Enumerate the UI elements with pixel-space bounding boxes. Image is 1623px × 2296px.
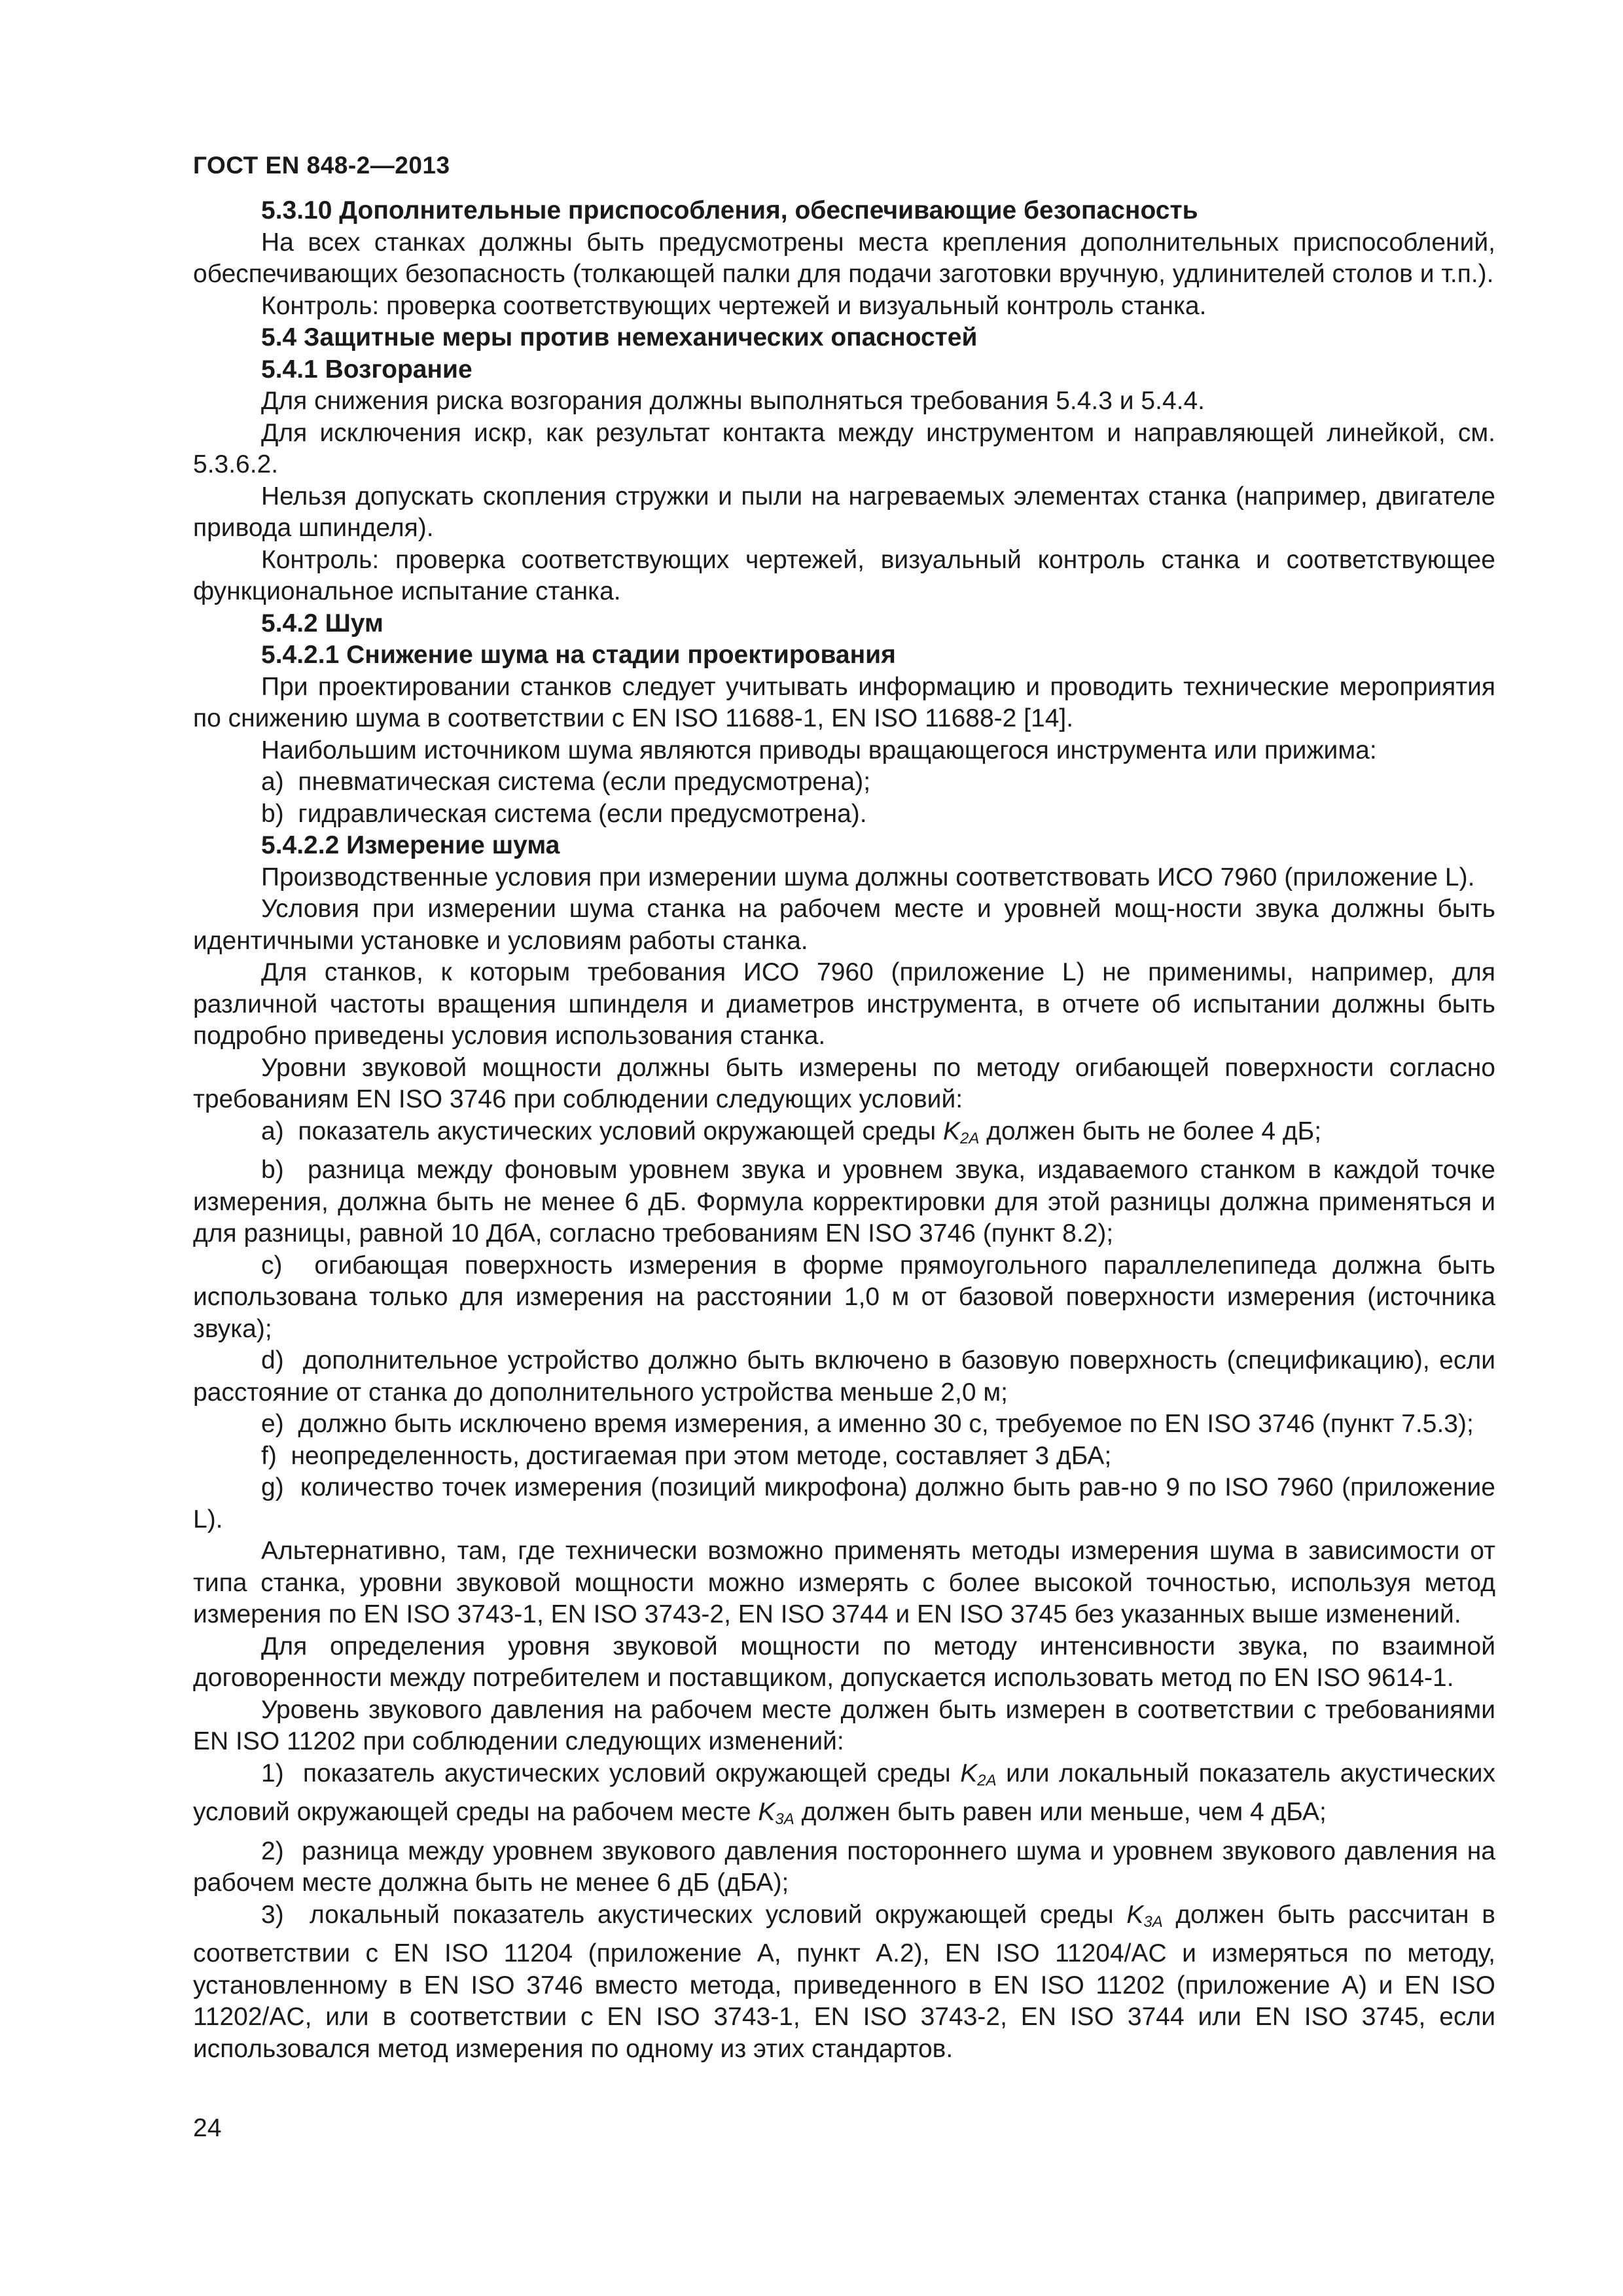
paragraph: b) гидравлическая система (если предусмотрена). (261, 799, 867, 828)
paragraph: На всех станках должны быть предусмотрены места крепления дополнительных приспособлений, обеспечивающих безопасность (толкающей палки для подачи заготовки вручную, удлинителей столов и т.п.). (193, 228, 1495, 288)
page-number: 24 (193, 2114, 222, 2142)
section-heading: 5.4.1 Возгорание (261, 355, 473, 384)
paragraph: Уровень звукового давления на рабочем месте должен быть измерен в соответствии с требованиями EN ISO 11202 при соблюдении следующих изменений: (193, 1695, 1495, 1755)
paragraph: Условия при измерении шума станка на рабочем месте и уровней мощ-ности звука должны быть идентичными установке и условиям работы станка. (193, 895, 1495, 955)
section-heading: 5.4.2.1 Снижение шума на стадии проектирования (261, 641, 896, 669)
paragraph: Для исключения искр, как результат контакта между инструментом и направляющей линейкой, см. 5.3.6.2. (193, 418, 1495, 478)
paragraph: g) количество точек измерения (позиций микрофона) должно быть рав-но 9 по ISO 7960 (приложение L). (193, 1473, 1495, 1534)
paragraph: e) должно быть исключено время измерения, а именно 30 с, требуемое по EN ISO 3746 (пункт 7.5.3); (261, 1410, 1474, 1438)
section-heading: 5.4.2.2 Измерение шума (261, 831, 560, 859)
paragraph: Наибольшим источником шума являются приводы вращающегося инструмента или прижима: (261, 736, 1377, 764)
symbol-k: K (758, 1798, 776, 1826)
paragraph: Нельзя допускать скопления стружки и пыли на нагреваемых элементах станка (например, двигателе привода шпинделя). (193, 482, 1495, 542)
paragraph: a) показатель акустических условий окружающей среды $K_{2A}$ должен быть не более 4 дБ; (261, 1117, 1322, 1147)
section-heading: 5.4.2 Шум (261, 609, 383, 637)
paragraph: d) дополнительное устройство должно быть включено в базовую поверхность (спецификацию), если расстояние от станка до дополнительного устройства меньше 2,0 м; (193, 1346, 1495, 1407)
paragraph: f) неопределенность, достигаемая при этом методе, составляет 3 дБА; (261, 1441, 1112, 1470)
paragraph: c) огибающая поверхность измерения в форме прямоугольного параллелепипеда должна быть использована только для измерения на расстоянии 1,0 м от базовой поверхности измерения (источника звука); (193, 1251, 1495, 1343)
paragraph: Производственные условия при измерении шума должны соответствовать ИСО 7960 (приложение L). (261, 863, 1475, 891)
section-heading: 5.3.10 Дополнительные приспособления, обеспечивающие безопасность (261, 196, 1198, 224)
symbol-subscript: 2A (960, 1129, 980, 1147)
symbol-k: K (943, 1117, 961, 1145)
paragraph: При проектировании станков следует учитывать информацию и проводить технические мероприятия по снижению шума в соответствии с EN ISO 11688-1, EN ISO 11688-2 [14]. (193, 672, 1495, 732)
paragraph: Контроль: проверка соответствующих чертежей, визуальный контроль станка и соответствующее функциональное испытание станка. (193, 545, 1495, 605)
paragraph: 3) локальный показатель акустических условий окружающей среды $K_{3A}$ должен быть рассчитан в соответствии с EN ISO 11204 (приложение A, пункт A.2), EN ISO 11204/AC и измеряться по методу, установленному в EN ISO 3746 вместо метода, приведенного в EN ISO 11202 (приложение A) и EN ISO 11202/AC, или в соответствии с EN ISO 3743-1, EN ISO 3743-2, EN ISO 3744 или EN ISO 3745, если использовался метод измерения по одному из этих стандартов. (193, 1900, 1495, 2063)
paragraph: Для определения уровня звуковой мощности по методу интенсивности звука, по взаимной договоренности между потребителем и поставщиком, допускается использовать метод по EN ISO 9614-1. (193, 1632, 1495, 1692)
document-header: ГОСТ EN 848-2—2013 (193, 152, 450, 179)
section-heading: 5.4 Защитные меры против немеханических опасностей (261, 323, 978, 351)
paragraph: 2) разница между уровнем звукового давления постороннего шума и уровнем звукового давления на рабочем месте должна быть не менее 6 дБ (дБА); (193, 1837, 1495, 1897)
document-body (193, 195, 1495, 2065)
paragraph: Уровни звуковой мощности должны быть измерены по методу огибающей поверхности согласно требованиям EN ISO 3746 при соблюдении следующих условий: (193, 1053, 1495, 1113)
paragraph: Контроль: проверка соответствующих чертежей и визуальный контроль станка. (261, 291, 1207, 320)
paragraph: Для снижения риска возгорания должны выполняться требования 5.4.3 и 5.4.4. (261, 387, 1205, 415)
paragraph: 1) показатель акустических условий окружающей среды $K_{2A}$ или локальный показатель акустических условий окружающей среды на рабочем месте $K_{3A}$ должен быть равен или меньше, чем 4 дБА; (193, 1759, 1496, 1828)
paragraph: b) разница между фоновым уровнем звука и уровнем звука, издаваемого станком в каждой точке измерения, должна быть не менее 6 дБ. Формула корректировки для этой разницы должна применяться и для разницы, равной 10 ДбА, согласно требованиям EN ISO 3746 (пункт 8.2); (193, 1156, 1495, 1247)
symbol-k: K (1126, 1900, 1144, 1929)
symbol-subscript: 3A (775, 1810, 794, 1828)
symbol-subscript: 3A (1143, 1912, 1163, 1931)
symbol-k: K (960, 1759, 978, 1787)
paragraph: a) пневматическая система (если предусмотрена); (261, 768, 871, 796)
paragraph: Для станков, к которым требования ИСО 7960 (приложение L) не применимы, например, для различной частоты вращения шпинделя и диаметров инструмента, в отчете об испытании должны быть подробно приведены условия использования станка. (193, 958, 1495, 1050)
symbol-subscript: 2A (977, 1771, 997, 1789)
paragraph: Альтернативно, там, где технически возможно применять методы измерения шума в зависимости от типа станка, уровни звуковой мощности можно измерять с более высокой точностью, используя метод измерения по EN ISO 3743-1, EN ISO 3743-2, EN ISO 3744 и EN ISO 3745 без указанных выше изменений. (193, 1537, 1495, 1628)
